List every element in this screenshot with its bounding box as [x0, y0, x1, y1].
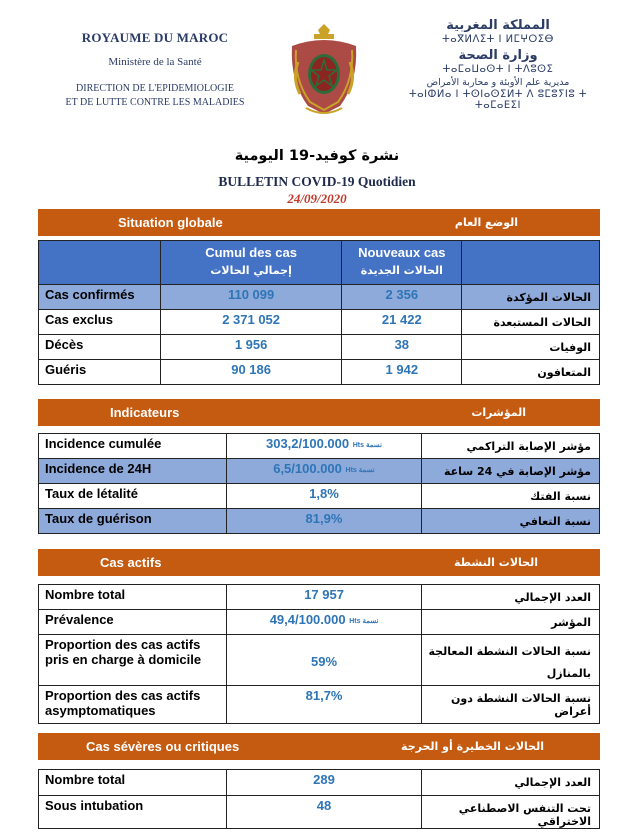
header-empty-cell — [39, 241, 161, 285]
table-row — [39, 585, 600, 610]
table-row — [39, 610, 600, 635]
kingdom-tifinagh: ⵜⴰⴳⵍⴷⵉⵜ ⵏ ⵍⵎⵖⵔⵉⴱ — [442, 34, 554, 45]
row-label-ar: نسبة الحالات النشطة دون أعراض — [422, 686, 600, 724]
section-title-fr: Situation globale — [118, 215, 223, 230]
header-cumul-cell — [160, 241, 342, 285]
direction-label — [50, 82, 260, 110]
header-new-fr: Nouveaux cas — [358, 245, 446, 260]
row-label-ar: الحالات المستبعدة — [462, 310, 600, 335]
situation-globale-table — [38, 240, 600, 385]
bulletin-title-arabic: نشرة كوفيد-19 اليومية — [234, 148, 400, 164]
header-right-block — [388, 18, 608, 111]
row-label-ar: مؤشر الإصابة التراكمي — [422, 434, 600, 459]
row-label-ar: تحت التنفس الاصطناعي الاختراقي — [422, 796, 600, 829]
row-value — [226, 434, 422, 459]
direction-line-2: ET DE LUTTE CONTRE LES MALADIES — [65, 97, 245, 108]
row-label-fr-line-2: pris en charge à domicile — [45, 652, 202, 667]
table-row — [39, 484, 600, 509]
section-title-ar: الحالات الخطيرة أو الحرجة — [401, 740, 544, 753]
header-cumul-fr: Cumul des cas — [205, 245, 297, 260]
row-new-value: 38 — [342, 335, 462, 360]
section-title-fr: Indicateurs — [110, 405, 180, 420]
row-label-fr-line-2: asymptomatiques — [45, 703, 156, 718]
row-value: 1,8% — [226, 484, 422, 509]
row-label-fr: Incidence cumulée — [39, 434, 227, 459]
row-unit: Hts نسمة — [345, 467, 375, 474]
table-row — [39, 310, 600, 335]
section-bar-cas-actifs — [38, 549, 600, 576]
row-label-ar: المؤشر — [422, 610, 600, 635]
direction-line-1: DIRECTION DE L'EPIDEMIOLOGIE — [76, 83, 234, 94]
row-label-ar: المتعافون — [462, 360, 600, 385]
section-bar-situation-globale — [38, 209, 600, 236]
section-title-fr: Cas actifs — [100, 555, 162, 570]
table-row — [39, 635, 600, 686]
header-empty-cell-right — [462, 241, 600, 285]
row-value-text: 6,5/100.000 — [273, 461, 342, 476]
row-label-fr — [39, 686, 227, 724]
row-value: 17 957 — [226, 585, 422, 610]
cas-actifs-table — [38, 584, 600, 724]
section-bar-cas-severes — [38, 733, 600, 760]
row-value: 81,7% — [226, 686, 422, 724]
row-label-fr: Incidence de 24H — [39, 459, 227, 484]
header-new-ar: الحالات الجديدة — [360, 264, 443, 277]
row-label-fr-line-1: Proportion des cas actifs — [45, 688, 201, 703]
row-label-ar-line-1: نسبة الحالات النشطة المعالجة — [428, 645, 591, 658]
table-row — [39, 335, 600, 360]
ministry-arabic: وزارة الصحة — [458, 48, 538, 63]
section-title-ar: الوضع العام — [454, 216, 518, 229]
section-title-ar: الحالات النشطة — [453, 556, 538, 569]
row-label-fr: Guéris — [39, 360, 161, 385]
row-label-fr-line-1: Proportion des cas actifs — [45, 637, 201, 652]
table-row — [39, 360, 600, 385]
row-label-fr: Cas confirmés — [39, 285, 161, 310]
indicateurs-table — [38, 433, 600, 534]
table-row — [39, 285, 600, 310]
row-label-fr: Taux de guérison — [39, 509, 227, 534]
kingdom-arabic: المملكة المغربية — [446, 18, 550, 33]
row-label-fr: Cas exclus — [39, 310, 161, 335]
table-row — [39, 459, 600, 484]
row-value: 289 — [226, 770, 422, 796]
kingdom-label: ROYAUME DU MAROC — [81, 30, 229, 45]
table-row — [39, 686, 600, 724]
row-label-fr: Nombre total — [39, 585, 227, 610]
row-label-fr — [39, 635, 227, 686]
table-header-row — [39, 241, 600, 285]
row-label-ar: نسبة التعافي — [422, 509, 600, 534]
row-value-text: 49,4/100.000 — [269, 612, 346, 627]
row-cumul-value: 90 186 — [160, 360, 342, 385]
row-label-ar: مؤشر الإصابة في 24 ساعة — [422, 459, 600, 484]
row-unit: Hts نسمة — [352, 442, 382, 449]
row-cumul-value: 110 099 — [160, 285, 342, 310]
row-value — [226, 459, 422, 484]
row-unit: Hts نسمة — [349, 618, 379, 625]
row-new-value: 1 942 — [342, 360, 462, 385]
row-label-ar: العدد الإجمالي — [422, 585, 600, 610]
row-label-ar — [422, 635, 600, 686]
header-cumul-ar: إجمالي الحالات — [210, 264, 292, 277]
row-value: 81,9% — [226, 509, 422, 534]
row-label-fr: Taux de létalité — [39, 484, 227, 509]
row-label-ar-line-2: بالمنازل — [546, 667, 591, 680]
row-cumul-value: 2 371 052 — [160, 310, 342, 335]
ministry-tifinagh: ⵜⴰⵎⴰⵡⴰⵙⵜ ⵏ ⵜⴷⵓⵙⵉ — [442, 64, 554, 75]
ministry-label: Ministère de la Santé — [108, 56, 202, 68]
row-label-ar: نسبة الفتك — [422, 484, 600, 509]
header-new-cell — [342, 241, 462, 285]
row-label-ar: العدد الإجمالي — [422, 770, 600, 796]
header-left-block — [50, 30, 260, 110]
section-bar-indicateurs — [38, 399, 600, 426]
row-label-fr: Décès — [39, 335, 161, 360]
section-title-ar: المؤشرات — [471, 406, 526, 419]
row-label-fr: Sous intubation — [39, 796, 227, 829]
direction-arabic: مديرية علم الأوبئة و محاربة الأمراض — [426, 77, 570, 88]
row-label-ar: الحالات المؤكدة — [462, 285, 600, 310]
row-new-value: 21 422 — [342, 310, 462, 335]
row-label-fr: Nombre total — [39, 770, 227, 796]
row-cumul-value: 1 956 — [160, 335, 342, 360]
table-row — [39, 796, 600, 829]
table-row — [39, 770, 600, 796]
section-title-fr: Cas sévères ou critiques — [86, 739, 240, 754]
table-row — [39, 509, 600, 534]
bulletin-date: 24/09/2020 — [287, 191, 347, 206]
row-value-text: 303,2/100.000 — [265, 436, 350, 451]
cas-severes-table — [38, 769, 600, 829]
direction-tifinagh: ⵜⴰⵏⵀⵍⴰ ⵏ ⵜⵙⵏⴰⵙⵉⵍⵜ ⴷ ⵓⵎⵓⵢⵏⵓ ⵜ ⵜⴰⵎⴰⴹⵉⵏ — [408, 89, 588, 111]
row-value: 48 — [226, 796, 422, 829]
row-value — [226, 610, 422, 635]
table-row — [39, 434, 600, 459]
row-label-ar: الوفيات — [462, 335, 600, 360]
row-value: 59% — [226, 635, 422, 686]
row-label-fr: Prévalence — [39, 610, 227, 635]
bulletin-title-french: BULLETIN COVID-19 Quotidien — [218, 174, 416, 189]
row-new-value: 2 356 — [342, 285, 462, 310]
coat-of-arms-icon — [288, 22, 360, 118]
